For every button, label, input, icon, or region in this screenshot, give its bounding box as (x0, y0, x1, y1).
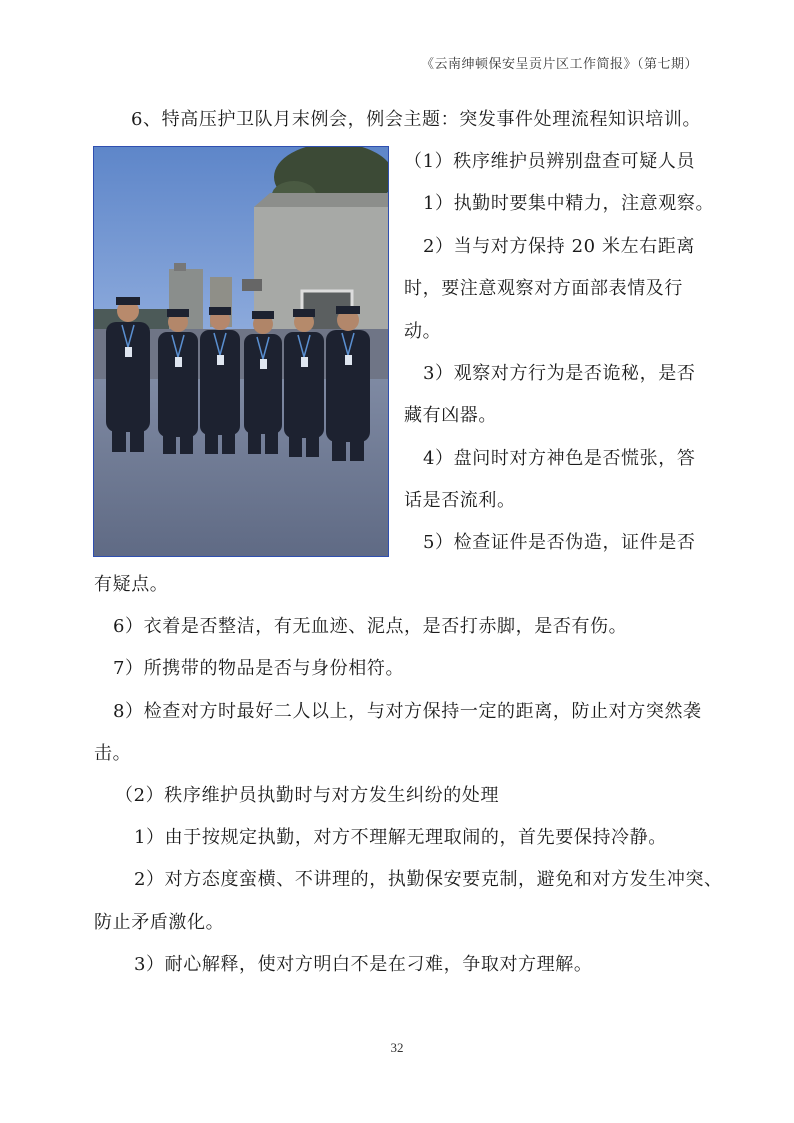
text-line: （1）秩序维护员辨别盘查可疑人员 (404, 151, 696, 172)
text-line: 6）衣着是否整洁，有无血迹、泥点，是否打赤脚，是否有伤。 (113, 616, 628, 637)
text-line: 1）由于按规定执勤，对方不理解无理取闹的，首先要保持冷静。 (134, 827, 667, 848)
text-line: 击。 (94, 743, 132, 764)
text-line: 时，要注意观察对方面部表情及行 (404, 278, 683, 299)
text-line: 藏有凶器。 (404, 405, 497, 426)
page-number: 32 (390, 1040, 404, 1055)
subsection-title: （2）秩序维护员执勤时与对方发生纠纷的处理 (115, 785, 500, 806)
text-line: 话是否流利。 (404, 490, 516, 511)
text-line: 1）执勤时要集中精力，注意观察。 (423, 193, 715, 214)
text-line: 有疑点。 (94, 574, 169, 595)
text-line: 7）所携带的物品是否与身份相符。 (113, 658, 405, 679)
text-line: 3）耐心解释，使对方明白不是在刁难，争取对方理解。 (134, 954, 593, 975)
text-line: 动。 (404, 321, 442, 342)
text-line: 防止矛盾激化。 (94, 912, 225, 933)
page-header: 《云南绅顿保安呈贡片区工作简报》（第七期） (420, 57, 698, 72)
text-line: 5）检查证件是否伪造，证件是否 (423, 532, 696, 553)
text-line: 2）当与对方保持 20 米左右距离 (423, 236, 695, 257)
text-line: 2）对方态度蛮横、不讲理的，执勤保安要克制，避免和对方发生冲突、 (134, 869, 723, 890)
section-title: 6、特高压护卫队月末例会，例会主题：突发事件处理流程知识培训。 (131, 109, 702, 130)
team-photo (93, 146, 389, 557)
text-line: 8）检查对方时最好二人以上，与对方保持一定的距离，防止对方突然袭 (113, 701, 702, 722)
text-line: 3）观察对方行为是否诡秘，是否 (423, 363, 696, 384)
text-line: 4）盘问时对方神色是否慌张，答 (423, 448, 696, 469)
